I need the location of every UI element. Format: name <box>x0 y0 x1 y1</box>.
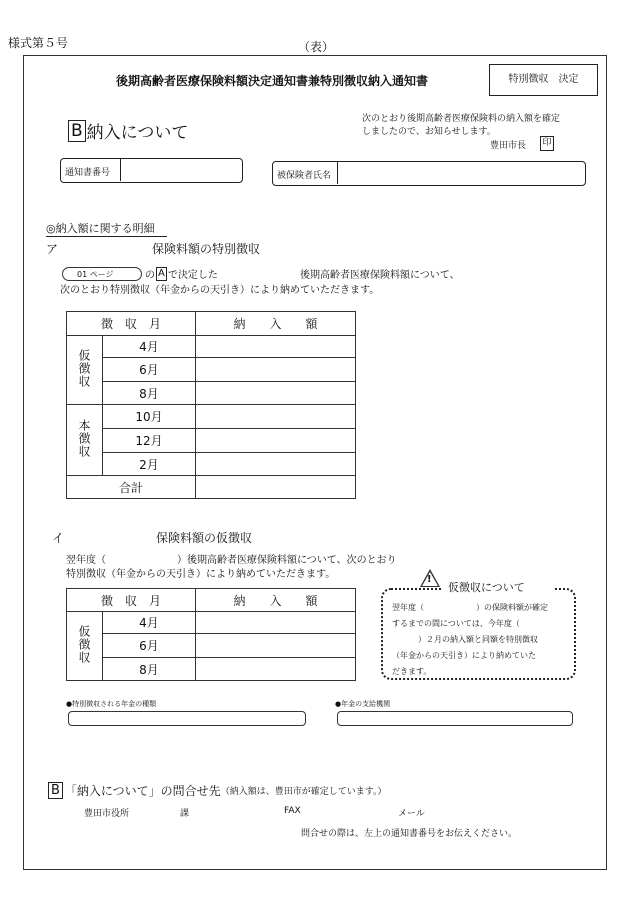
section-i-heading: 保険料額の仮徴収 <box>156 531 253 545</box>
special-collection-table <box>66 311 356 499</box>
group-provisional-label: 仮徴収 <box>77 625 91 664</box>
group-provisional <box>67 336 103 405</box>
section-i-line-2: 特別徴収（年金からの天引き）により納めていただきます。 <box>66 569 336 580</box>
section-a-heading: 保険料額の特別徴収 <box>152 242 261 256</box>
contact-footer: 問合せの際は、左上の通知書番号をお伝えください。 <box>301 829 518 839</box>
provisional-collection-table <box>66 588 356 681</box>
contact-fax: FAX <box>284 806 301 816</box>
pension-payer-label: ●年金の支給機関 <box>335 700 391 708</box>
amount-cell <box>196 429 356 453</box>
section-b-title: 納入について <box>86 123 189 143</box>
col-month-header: 徴 収 月 <box>67 312 196 336</box>
divider <box>120 159 121 181</box>
note-line-1b: ）の保険料額が確定 <box>476 603 548 612</box>
note-body <box>392 600 572 680</box>
contact-dept: 課 <box>180 809 190 819</box>
warning-symbol: ! <box>427 574 432 585</box>
amount-cell <box>196 658 356 681</box>
contact-mail: メール <box>398 809 425 819</box>
ref-no: の <box>145 270 155 281</box>
group-main-label: 本徴収 <box>77 419 91 458</box>
pension-type-label: ●特別徴収される年金の種類 <box>66 700 157 708</box>
month-cell: 12月 <box>103 429 196 453</box>
note-line-1a: 翌年度（ <box>392 603 424 612</box>
month-cell: 4月 <box>103 336 196 358</box>
group-provisional <box>67 612 103 681</box>
amount-cell <box>196 336 356 358</box>
amount-cell <box>196 634 356 658</box>
notice-number-box <box>60 158 243 183</box>
document-title: 後期高齢者医療保険料額決定通知書兼特別徴収納入通知書 <box>116 74 429 88</box>
section-i-marker: イ <box>52 531 65 545</box>
month-cell: 2月 <box>103 453 196 476</box>
section-i-line-1-suffix: ）後期高齢者医療保険料額について、次のとおり <box>177 555 397 566</box>
contact-mark: B <box>48 782 63 799</box>
pension-payer-field <box>337 711 573 726</box>
insured-name-label: 被保険者氏名 <box>277 171 332 181</box>
note-line-2: するまでの間については、今年度（ <box>392 619 520 628</box>
pension-type-field <box>68 711 306 726</box>
contact-heading <box>48 782 386 799</box>
note-line-5: だきます。 <box>392 667 432 676</box>
amount-cell <box>196 358 356 382</box>
insured-name-box <box>272 161 586 186</box>
note-line-3: ）２月の納入額と同額を特別徴収 <box>418 635 538 644</box>
note-line-4: （年金からの天引き）により納めていた <box>392 651 536 660</box>
section-a-line-1 <box>145 266 218 281</box>
warning-icon <box>420 569 440 587</box>
contact-title: 「納入について」の問合せ先 <box>64 784 221 798</box>
month-cell: 8月 <box>103 658 196 681</box>
divider <box>337 162 338 184</box>
section-a-line-2: 次のとおり特別徴収（年金からの天引き）により納めていただきます。 <box>60 285 380 296</box>
col-month-header: 徴 収 月 <box>67 589 196 612</box>
section-b-mark: B <box>68 120 86 142</box>
contact-office: 豊田市役所 <box>84 809 130 819</box>
group-provisional-label: 仮徴収 <box>77 349 91 388</box>
ref-mark: A <box>158 267 165 279</box>
section-a-marker: ア <box>46 242 59 256</box>
col-amount-header: 納 入 額 <box>196 589 356 612</box>
details-heading: ◎納入額に関する明細 <box>46 220 167 237</box>
page-reference <box>62 267 142 281</box>
total-label: 合計 <box>67 476 196 499</box>
month-cell: 4月 <box>103 612 196 634</box>
form-number: 様式第５号 <box>8 36 69 50</box>
amount-cell <box>196 405 356 429</box>
contact-note: （納入額は、豊田市が確定しています。） <box>220 787 387 797</box>
mayor-label: 豊田市長 <box>490 141 527 151</box>
month-cell: 10月 <box>103 405 196 429</box>
intro-line-2: しましたので、お知らせします。 <box>362 127 496 137</box>
note-title: 仮徴収について <box>448 581 525 594</box>
side-label: （表） <box>298 40 335 54</box>
amount-cell <box>196 612 356 634</box>
amount-cell <box>196 382 356 405</box>
notice-number-label: 通知書番号 <box>65 168 111 178</box>
group-main <box>67 405 103 476</box>
month-cell: 6月 <box>103 358 196 382</box>
amount-cell <box>196 453 356 476</box>
total-amount-cell <box>196 476 356 499</box>
ref-text: で決定した <box>167 270 218 281</box>
section-i-line-1-prefix: 翌年度（ <box>66 555 106 566</box>
month-cell: 6月 <box>103 634 196 658</box>
seal-mark: 印 <box>540 136 554 151</box>
section-a-line-1-tail: 後期高齢者医療保険料額について、 <box>300 270 460 281</box>
intro-line-1: 次のとおり後期高齢者医療保険料の納入額を確定 <box>362 114 561 124</box>
page-reference-text: 01 ページ <box>77 270 114 279</box>
section-b-heading <box>68 118 188 143</box>
title-tag: 特別徴収 決定 <box>489 64 598 96</box>
month-cell: 8月 <box>103 382 196 405</box>
col-amount-header: 納 入 額 <box>196 312 356 336</box>
